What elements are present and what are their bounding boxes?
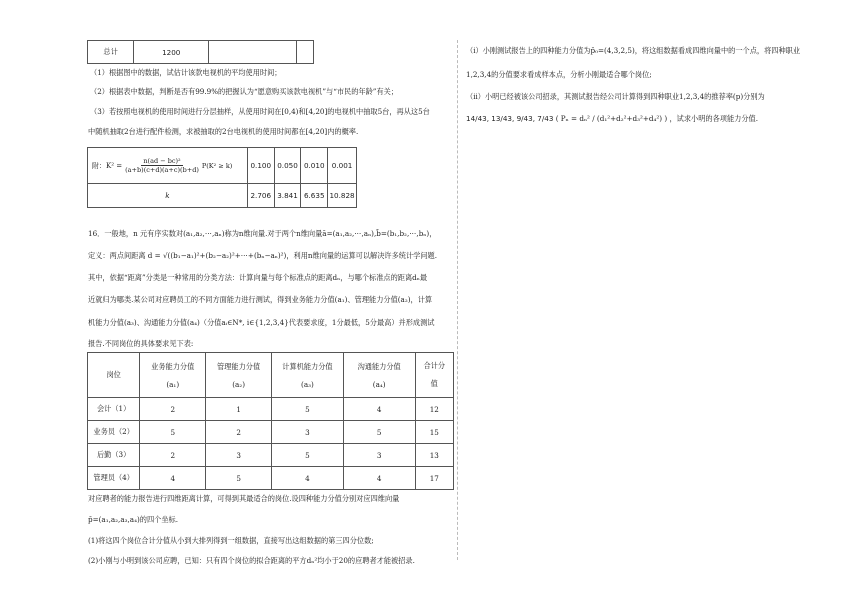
header-subtext: (a₄)	[372, 379, 386, 389]
formula-prefix: 附：K² =	[92, 161, 123, 170]
after-table-line4: (2)小刚与小明到该公司应聘，已知：只有四个岗位的拟合距离的平方dₙ²均小于20的应聘者才能被招录.	[88, 556, 415, 565]
total-cell: 15	[415, 421, 453, 444]
p-value-cell: 0.001	[328, 148, 357, 184]
total-value: 1200	[134, 41, 209, 64]
score-cell: 3	[206, 444, 272, 467]
header-text: 合计分	[423, 361, 446, 370]
score-cell: 4	[272, 467, 344, 490]
q16-line5: 机能力分值(a₃)、沟通能力分值(a₄)（分值aᵢ∈N*, i∈{1,2,3,4}代表要求度，1分最低，5分最高）并形成测试	[88, 318, 435, 327]
k-label-cell: k	[88, 184, 248, 208]
chi-square-formula-cell	[88, 148, 248, 184]
score-cell: 4	[140, 467, 206, 490]
chi-square-table	[87, 147, 357, 208]
total-cell: 12	[415, 398, 453, 421]
table-row	[88, 398, 454, 421]
score-cell: 5	[206, 467, 272, 490]
total-label: 总计	[88, 41, 134, 64]
job-name-cell: 后勤（3）	[88, 444, 140, 467]
score-cell: 5	[272, 444, 344, 467]
score-cell: 2	[206, 421, 272, 444]
table-row	[88, 421, 454, 444]
k-value-cell: 3.841	[274, 184, 301, 208]
after-table-line3: (1)将这四个岗位合计分值从小到大排列得到一组数据，直接写出这组数据的第三四分位数;	[88, 536, 374, 545]
rate-formula: ( Pₙ = dₙ² / (d₁²+d₂²+d₃²+d₄²) )	[555, 114, 668, 123]
formula-numerator: n(ad − bc)²	[143, 157, 181, 165]
k-value-cell: 6.635	[301, 184, 328, 208]
probability-label: P(K² ≥ k)	[201, 161, 233, 170]
header-text: 计算机能力分值	[282, 361, 333, 371]
score-cell: 2	[140, 444, 206, 467]
q15-part3-line1: （3）若按照电视机的使用时间进行分层抽样，从使用时间在[0,4)和[4,20]的电视机中抽取5台，再从这5台	[90, 107, 430, 116]
header-subtext: (a₁)	[166, 379, 180, 389]
job-requirements-table	[87, 352, 454, 490]
score-cell: 2	[140, 398, 206, 421]
empty-cell	[296, 41, 313, 64]
header-text: 管理能力分值	[217, 361, 261, 371]
after-table-line1: 对应聘者的能力报告进行四维距离计算，可得到其最适合的岗位.设四种能力分值分别对应四维向量	[88, 494, 400, 503]
score-cell: 4	[343, 467, 415, 490]
header-text: 业务能力分值	[151, 361, 195, 371]
job-name-cell: 管理员（4）	[88, 467, 140, 490]
right-part-i-line2: 1,2,3,4的分值要求看成样本点，分析小刚最适合哪个岗位;	[466, 70, 652, 79]
k-value-cell: 10.828	[328, 184, 357, 208]
header-cell	[272, 353, 344, 398]
q15-part2: （2）根据表中数据，判断是否有99.9%的把握认为“愿意购买该款电视机”与“市民的年龄”有关；	[90, 87, 399, 96]
header-subtext: (a₂)	[232, 379, 245, 389]
header-subtext: (a₃)	[301, 379, 314, 389]
q16-line6: 报告.不同岗位的具体要求见下表:	[88, 339, 194, 348]
header-subtext: 值	[430, 379, 438, 388]
formula-fraction	[125, 157, 199, 174]
header-cell: 岗位	[88, 353, 140, 398]
k-value-cell: 2.706	[247, 184, 274, 208]
total-cell: 17	[415, 467, 453, 490]
table-row	[88, 444, 454, 467]
summary-table-fragment	[87, 40, 314, 64]
job-name-cell: 业务员（2）	[88, 421, 140, 444]
q16-line3: 其中，依据“距离”分类是一种常用的分类方法：计算向量与每个标准点的距离dₙ，与哪个标准点的距离dₙ最	[88, 273, 428, 282]
q15-part1: （1）根据图中的数据，试估计该款电视机的平均使用时间；	[90, 68, 282, 77]
header-text: 沟通能力分值	[357, 361, 401, 371]
header-cell	[206, 353, 272, 398]
q15-part3-line2: 中随机抽取2台进行配件检测，求被抽取的2台电视机的使用时间都在[4,20]内的概率.	[88, 127, 359, 136]
score-cell: 5	[140, 421, 206, 444]
recommendation-rates: 14/43, 13/43, 9/43, 7/43	[466, 114, 554, 123]
total-cell: 13	[415, 444, 453, 467]
q16-line2: 定义：两点间距离 d = √((b₁−a₁)²+(b₂−a₂)²+⋯+(bₙ−aₙ)²)，利用n维向量的运算可以解决许多统计学问题.	[88, 251, 438, 260]
empty-cell	[209, 41, 296, 64]
score-cell: 3	[272, 421, 344, 444]
formula-denominator: (a+b)(c+d)(a+c)(b+d)	[125, 166, 199, 174]
q16-line4: 近就归为哪类.某公司对应聘员工的不同方面能力进行测试，得到业务能力分值(a₁)、管理能力分值(a₂)，计算	[88, 295, 433, 304]
column-divider	[457, 40, 458, 560]
after-table-line2: p̄=(a₁,a₂,a₃,a₄)的四个坐标.	[88, 515, 178, 524]
p-value-cell: 0.010	[301, 148, 328, 184]
score-cell: 1	[206, 398, 272, 421]
p-value-cell: 0.100	[247, 148, 274, 184]
score-cell: 5	[272, 398, 344, 421]
right-part-i-line1: （i）小刚测试报告上的四种能力分值为p̄₀=(4,3,2,5)，将这组数据看成四维向量中的一个点，将四种职业	[466, 46, 801, 55]
score-cell: 5	[343, 421, 415, 444]
header-cell	[415, 353, 453, 398]
header-cell	[343, 353, 415, 398]
score-cell: 4	[343, 398, 415, 421]
table-row	[88, 467, 454, 490]
right-question-tail: ，试求小明的各项能力分值.	[669, 114, 758, 123]
q16-line1: 16．一般地，n 元有序实数对(a₁,a₂,⋯,aₙ)称为n维向量.对于两个n维向量ā=(a₁,a₂,⋯,aₙ),b̄=(b₁,b₂,⋯,bₙ)，	[88, 229, 437, 238]
p-value-cell: 0.050	[274, 148, 301, 184]
score-cell: 3	[343, 444, 415, 467]
right-part-ii-line1: （ii）小明已经被该公司招录，其测试报告经公司计算得到四种职业1,2,3,4的推荐率(p)分别为	[466, 92, 765, 101]
header-cell	[140, 353, 206, 398]
right-part-ii-line2	[466, 114, 758, 124]
job-name-cell: 会计（1）	[88, 398, 140, 421]
